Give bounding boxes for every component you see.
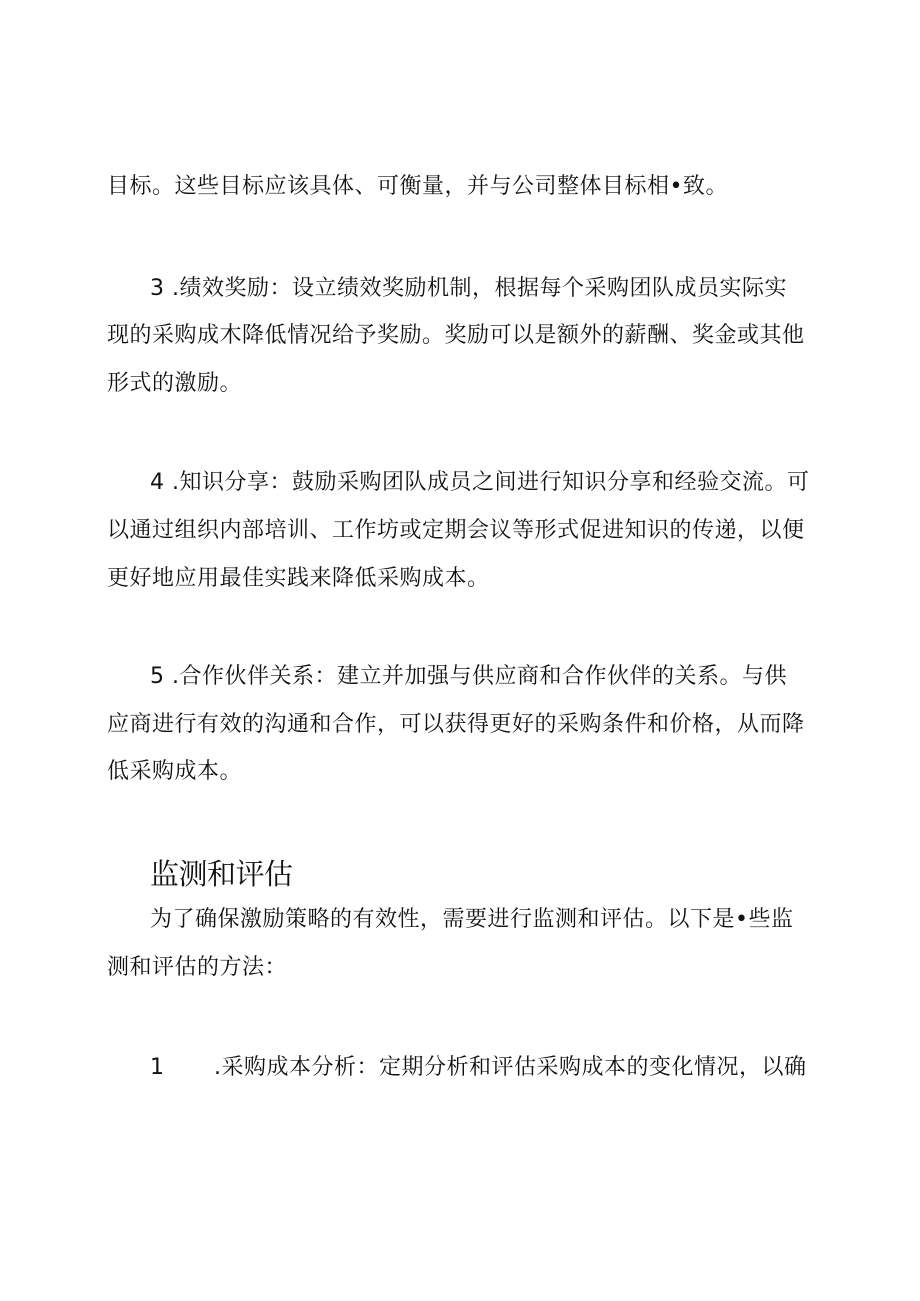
paragraph-line: 更好地应用最佳实践来降低采购成本。 (107, 566, 490, 591)
paragraph-line: 目标。这些目标应该具体、可衡量，并与公司整体目标相•致。 (107, 174, 728, 199)
paragraph-line: 现的采购成木降低情况给予奖励。奖励可以是额外的薪酬、奖金或其他 (107, 323, 805, 348)
list-item-text: .采购成本分析：定期分析和评估采购成本的变化情况，以确 (214, 1055, 807, 1080)
paragraph-line: 低采购成本。 (107, 759, 243, 784)
list-number: 1 (150, 1055, 165, 1080)
paragraph-line: 测和评估的方法： (107, 955, 288, 980)
paragraph-line: 为了确保激励策略的有效性，需要进行监测和评估。以下是•些监 (150, 907, 794, 932)
list-item-3-line: 3 .绩效奖励：设立绩效奖励机制，根据每个采购团队成员实际实 (150, 276, 787, 301)
list-item-1-line (150, 1053, 870, 1083)
paragraph-line: 应商进行有效的沟通和合作，可以获得更好的采购条件和价格，从而降 (107, 712, 805, 737)
list-item-4-line: 4 .知识分享：鼓励采购团队成员之间进行知识分享和经验交流。可 (150, 470, 810, 495)
paragraph-line: 以通过组织内部培训、工作坊或定期会议等形式促进知识的传递，以便 (107, 518, 805, 543)
list-item-5-line: 5 .合作伙伴关系：建立并加强与供应商和合作伙伴的关系。与供 (150, 664, 787, 689)
paragraph-line: 形式的激励。 (107, 371, 243, 396)
section-heading: 监测和评估 (150, 857, 293, 891)
